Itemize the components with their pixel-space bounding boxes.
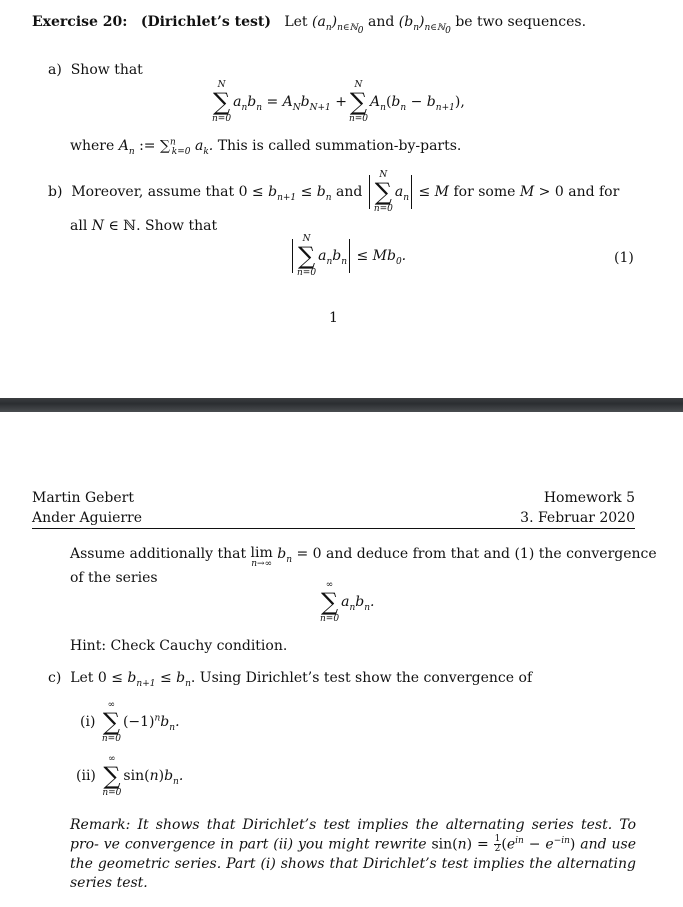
def-A: $A_n$ := ∑$^n_{k=0}$ $a_k$. bbox=[118, 137, 214, 157]
bound-M: ≤ M bbox=[418, 184, 450, 200]
intro-end: be two sequences. bbox=[455, 14, 587, 30]
exercise-title: (Dirichlet’s test) bbox=[140, 14, 271, 30]
part-c-text1: Let bbox=[70, 670, 94, 686]
exercise-heading bbox=[32, 14, 587, 36]
part-a-note: This is called summation-by-parts. bbox=[217, 138, 462, 154]
page-number: 1 bbox=[329, 310, 338, 326]
intro-mid: and bbox=[367, 14, 395, 30]
formula-summation-by-parts: N ∑ n=0 $a_nb_n = A_Nb_{N+1}$ + N ∑ n=0 $A_n(b_n - b_{n+1})$, bbox=[212, 80, 465, 124]
part-b-all: all bbox=[70, 218, 88, 234]
intro-text: Let bbox=[284, 14, 308, 30]
part-b-text3: and for bbox=[568, 184, 620, 200]
author-1: Martin Gebert bbox=[32, 490, 134, 506]
item-i: (i) ∞ ∑ n=0 $(-1)^nb_n$. bbox=[80, 700, 180, 744]
limit-expr: lim n→∞ bbox=[250, 545, 273, 569]
remark-text1: It shows that Dirichlet’s test implies the alternating series test. To pro- bbox=[70, 817, 636, 853]
author-2: Ander Aguierre bbox=[32, 510, 143, 526]
page-two bbox=[0, 412, 683, 907]
part-b-label: b) bbox=[48, 184, 63, 200]
assume-line: Assume additionally that lim n→∞ $b_n = 0$ and deduce from that and (1) the convergence bbox=[70, 545, 657, 569]
part-a-where-line bbox=[70, 137, 462, 157]
part-c-text2: . Using Dirichlet’s test show the convergence of bbox=[190, 670, 533, 686]
part-b-line: b) Moreover, assume that $0 \le b_{n+1} \le b_n$ and N ∑ n=0 $a_n \le M$ for some M > 0 and for bbox=[48, 170, 620, 214]
assume-text2: and deduce from that and (1) the convergence bbox=[326, 546, 657, 562]
part-b-line2: all N ∈ ℕ. Show that bbox=[70, 218, 218, 234]
remark-text5: test. bbox=[116, 874, 148, 891]
item-ii: (ii) ∞ ∑ n=0 $\sin(n)b_n$. bbox=[76, 754, 184, 798]
assume-text1: Assume additionally that bbox=[70, 546, 247, 562]
where-text: where bbox=[70, 138, 115, 154]
item-i-label: (i) bbox=[80, 714, 96, 730]
remark-text3: and use the bbox=[70, 836, 636, 872]
monotone-condition: $0 \le b_{n+1} \le b_n$ bbox=[238, 184, 332, 203]
equation-number: (1) bbox=[614, 250, 634, 266]
part-a-line bbox=[48, 62, 143, 78]
part-c-line: c) Let $0 \le b_{n+1} \le b_n$. Using Dirichlet’s test show the convergence of bbox=[48, 670, 533, 689]
part-b-and: and bbox=[336, 184, 363, 200]
page-one bbox=[0, 0, 683, 398]
homework-label: Homework 5 bbox=[543, 490, 635, 506]
exercise-label: Exercise 20: bbox=[32, 14, 128, 30]
remark-text2: ve convergence in part (ii) you might rewrite bbox=[103, 836, 427, 853]
formula-series: ∞ ∑ n=0 $a_nb_n$. bbox=[320, 580, 375, 624]
part-b-show: Show that bbox=[144, 218, 218, 234]
part-b-text1: Moreover, assume that bbox=[71, 184, 235, 200]
page-separator bbox=[0, 398, 683, 412]
hint-text: Hint: Check Cauchy condition. bbox=[70, 638, 288, 654]
header-rule bbox=[32, 528, 635, 529]
part-b-text2: for some bbox=[453, 184, 516, 200]
assume-line2: of the series bbox=[70, 570, 158, 586]
remark-text4: geometric series. Part (i) shows that Dirichlet’s test implies the alternating series bbox=[70, 855, 636, 891]
part-a-label: a) bbox=[48, 62, 62, 78]
date-label: 3. Februar 2020 bbox=[520, 510, 635, 526]
part-a-text: Show that bbox=[70, 62, 143, 78]
remark-block: Remark: It shows that Dirichlet’s test implies the alternating series test. To pro- ve convergence in part (ii) you might rewrite sin(n) = $\frac{1}{2}$ $(e^{in} - e^{-in})$ and use the geometric series. Part (i) shows that Dirichlet’s test implies the alternating series test. bbox=[70, 817, 636, 891]
formula-dirichlet-bound: N ∑ n=0 $a_nb_n \le Mb_0$. bbox=[290, 234, 406, 278]
item-ii-label: (ii) bbox=[76, 768, 96, 784]
part-c-label: c) bbox=[48, 670, 62, 686]
seq-b: $(b_n)_{n\in ℕ_0}$ bbox=[398, 14, 451, 36]
seq-a: $(a_n)_{n\in ℕ_0}$ bbox=[312, 14, 364, 36]
remark-label: Remark: bbox=[70, 817, 131, 833]
